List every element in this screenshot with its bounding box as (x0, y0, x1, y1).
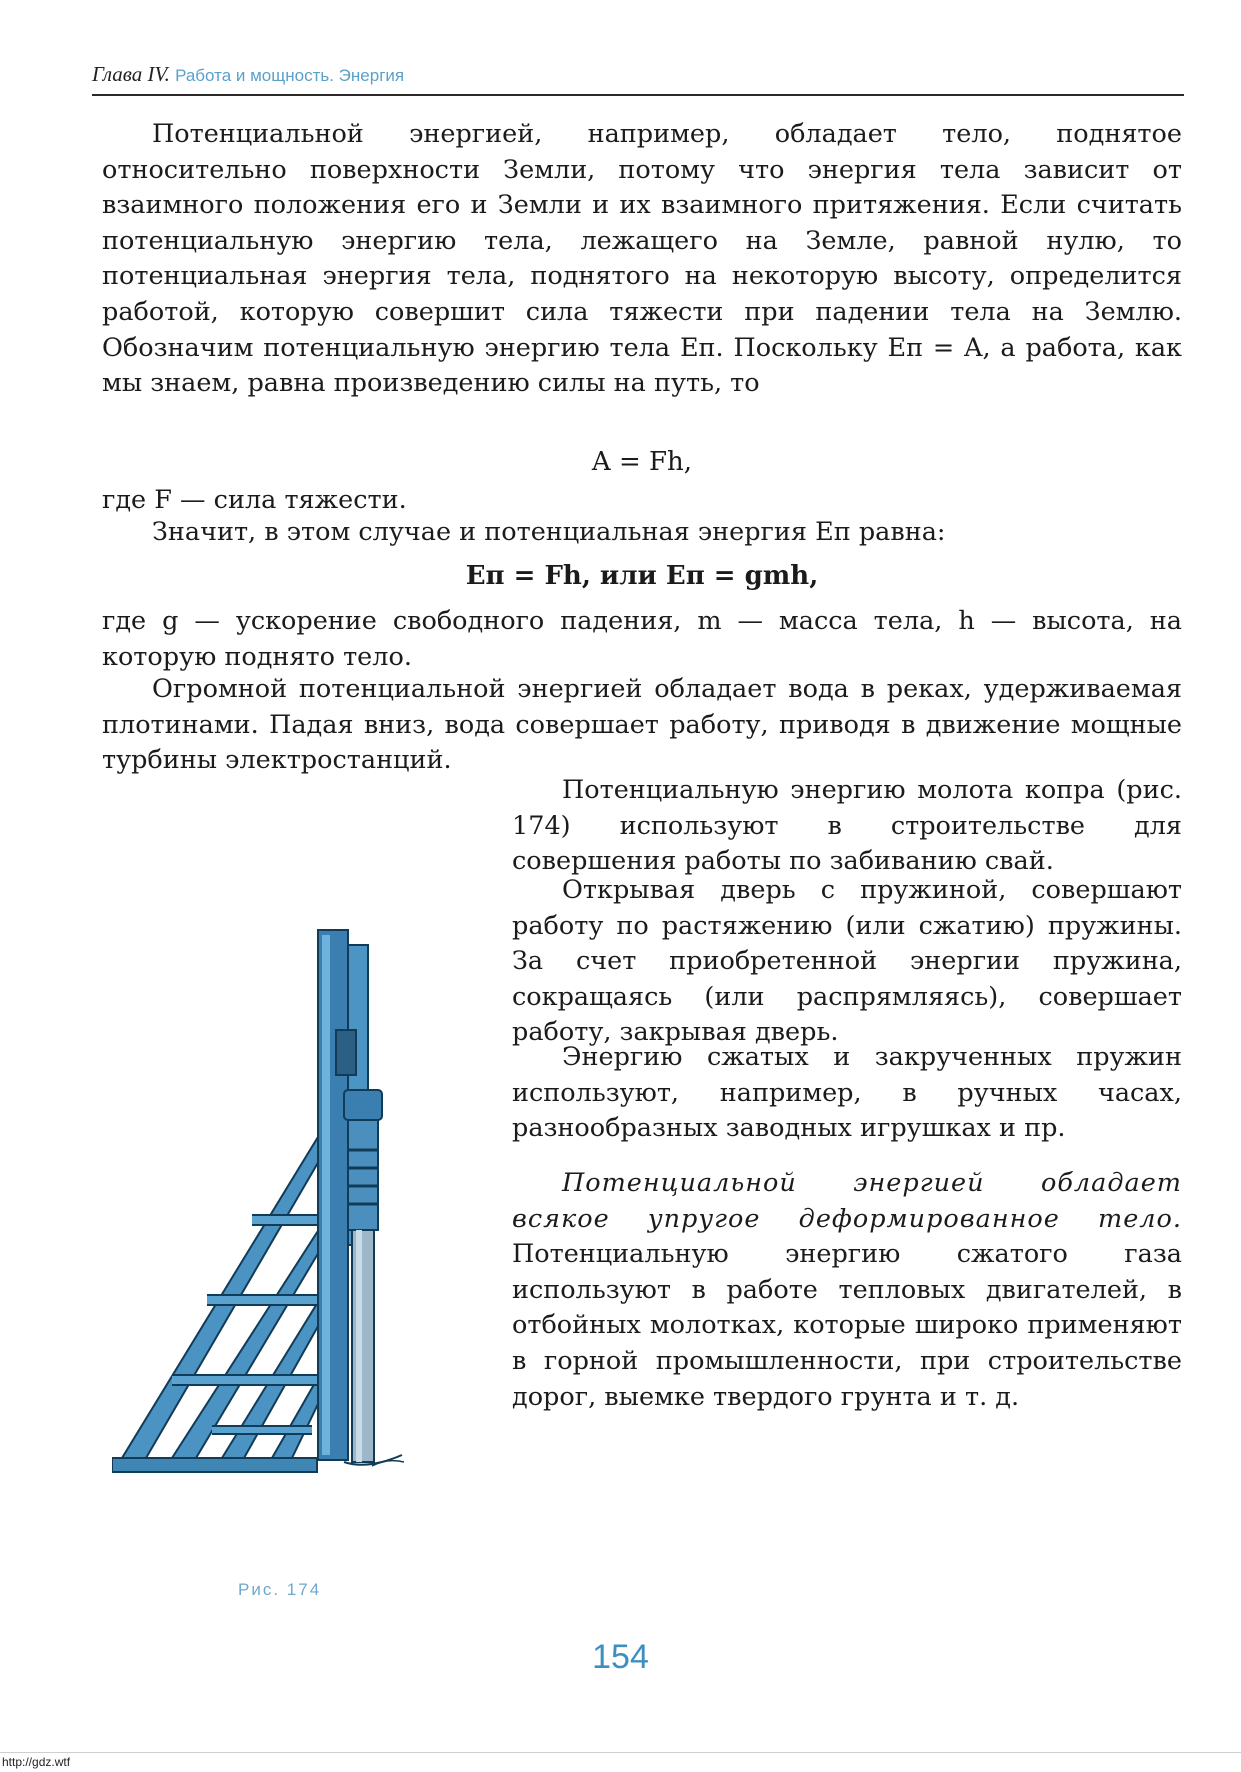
formula-potential-energy: Eп = Fh, или Eп = gmh, (465, 561, 819, 591)
footer-bar (0, 1752, 1241, 1772)
watermark-link[interactable]: http://gdz.wtf (2, 1755, 71, 1769)
figure-174-pile-driver (112, 910, 492, 1560)
paragraph-symbols-definition: где g — ускорение свободного падения, m — масса тела, h — высота, на которую поднято тело. (102, 606, 1182, 672)
paragraph-pile-driver: Потенциальную энергию молота копра (рис. 174) используют в строительстве для совершения работы по забиванию свай. (512, 775, 1182, 877)
pile-driver-illustration (112, 910, 492, 1560)
formula-work: A = Fh, (591, 447, 693, 477)
chapter-title: Работа и мощность. Энергия (175, 66, 405, 85)
page-header (92, 62, 1184, 96)
chapter-number: Глава IV. (92, 62, 170, 86)
paragraph-door-spring: Открывая дверь с пружиной, совершают работу по растяжению (или сжатию) пружины. За счет приобретенной энергии пружина, сокращаясь (или распрямляясь), совершает работу, закрывая дверь. (512, 875, 1182, 1048)
definition-italic: Потенциальной энергией обладает всякое упругое деформированное тело. (512, 1168, 1182, 1234)
paragraph-compressed-gas: Потенциальную энергию сжатого газа используют в работе тепловых двигателей, в отбойных молотках, которые широко применяют в горной промышленности, при строительстве дорог, выемке твердого грунта и т. д. (512, 1239, 1182, 1412)
paragraph-elastic-bodies (512, 1166, 1182, 1415)
paragraph-rivers-dams: Огромной потенциальной энергией обладает вода в реках, удерживаемая плотинами. Падая вниз, вода совершает работу, приводя в движение мощные турбины электростанций. (102, 674, 1182, 776)
paragraph-gravity-definition: где F — сила тяжести. (102, 485, 407, 515)
paragraph-watches-toys: Энергию сжатых и закрученных пружин используют, например, в ручных часах, разнообразных заводных игрушках и пр. (512, 1042, 1182, 1144)
paragraph-potential-energy-intro: Потенциальной энергией, например, обладает тело, поднятое относительно поверхности Земли, потому что энергия тела зависит от взаимного положения его и Земли и их взаимного притяжения. Если считать потенциальную энергию тела, лежащего на Земле, равной нулю, то потенциальная энергия тела, поднятого на некоторую высоту, определится работой, которую совершит сила тяжести при падении тела на Землю. Обозначим потенциальную энергию тела Eп. Поскольку Eп = A, а работа, как мы знаем, равна произведению силы на путь, то (102, 119, 1182, 399)
paragraph-therefore: Значит, в этом случае и потенциальная энергия Eп равна: (152, 517, 946, 547)
figure-caption: Рис. 174 (238, 1580, 322, 1599)
page-number: 154 (592, 1638, 649, 1676)
